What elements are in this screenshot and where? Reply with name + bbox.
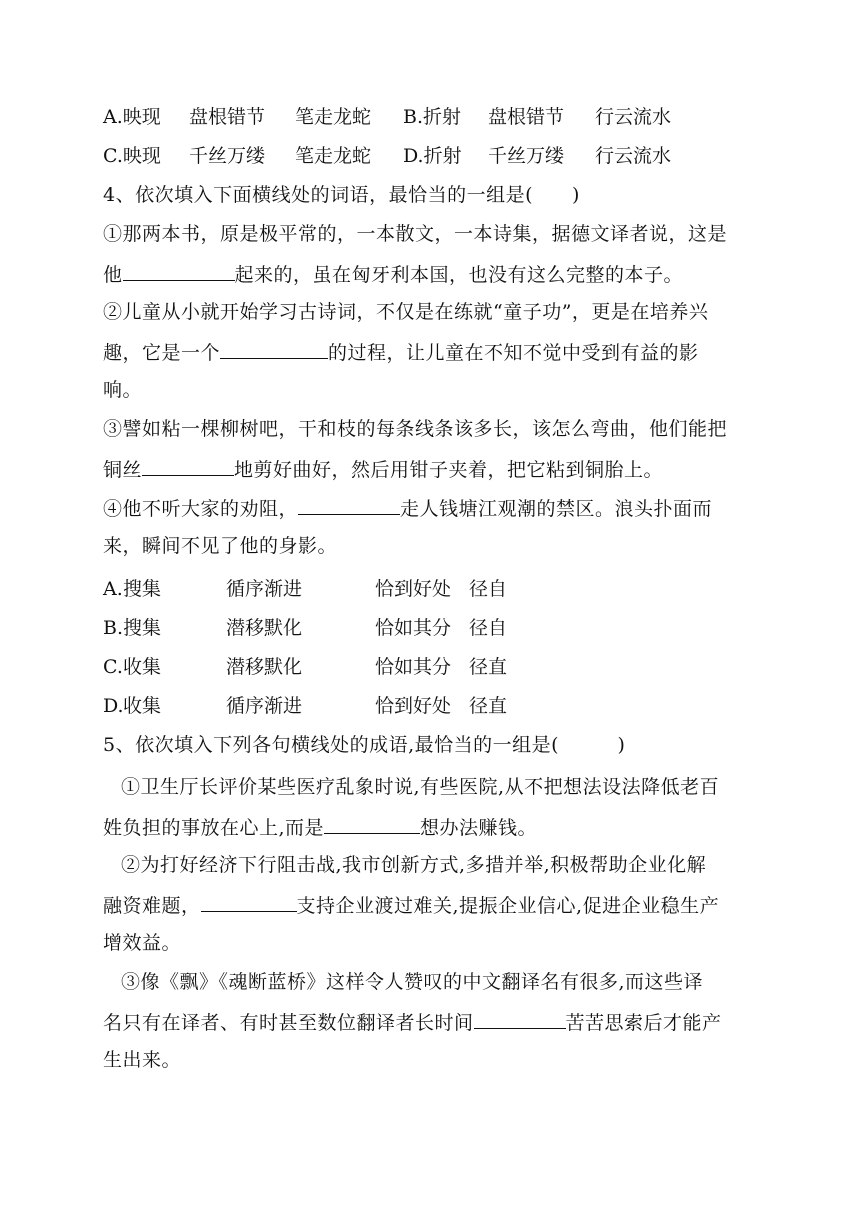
q5-sentence-1: ①卫生厅长评价某些医疗乱象时说,有些医院,从不把想法设法降低老百 bbox=[121, 776, 720, 798]
option-word: 搜集 bbox=[123, 617, 162, 639]
q4-sentence-1-cont bbox=[103, 260, 760, 288]
option-label: A. bbox=[103, 578, 123, 600]
q3-option-word: 笔走龙蛇 bbox=[295, 106, 372, 128]
q3-option-word: 盘根错节 bbox=[189, 106, 266, 128]
q4-sentence-4 bbox=[103, 494, 760, 522]
option-word: 径直 bbox=[469, 695, 508, 717]
fill-blank-2[interactable] bbox=[220, 338, 328, 359]
q4-sentence-2-end: 响。 bbox=[103, 379, 143, 401]
option-word: 循序渐进 bbox=[226, 578, 303, 600]
q5-sentence-3-end: 生出来。 bbox=[103, 1049, 182, 1071]
q5-sentence-1-cont bbox=[103, 813, 760, 841]
fill-blank-4[interactable] bbox=[298, 494, 400, 515]
option-label: B. bbox=[103, 617, 124, 639]
q5-sentence-3: ③像《飘》《魂断蓝桥》这样令人赞叹的中文翻译名有很多,而这些译 bbox=[121, 971, 704, 993]
q5-sentence-2: ②为打好经济下行阻击战,我市创新方式,多措并举,积极帮助企业化解 bbox=[121, 854, 707, 876]
text: 他 bbox=[103, 264, 123, 286]
text: 融资难题， bbox=[103, 895, 201, 917]
option-word: 收集 bbox=[123, 695, 162, 717]
option-word: 搜集 bbox=[123, 578, 162, 600]
text: 名只有在译者、有时甚至数位翻译者长时间 bbox=[103, 1012, 474, 1034]
q4-sentence-3-cont bbox=[103, 455, 760, 483]
q3-option-word: 盘根错节 bbox=[488, 106, 565, 128]
text: 想办法赚钱。 bbox=[420, 817, 538, 839]
option-label: D. bbox=[103, 695, 124, 717]
q3-option-word: 千丝万缕 bbox=[189, 145, 266, 167]
text: ④他不听大家的劝阻， bbox=[103, 498, 299, 520]
q3-option-label: C.映现 bbox=[103, 145, 161, 167]
text: 趣，它是一个 bbox=[103, 342, 221, 364]
text: 支持企业渡过难关,提振企业信心,促进企业稳生产 bbox=[296, 895, 720, 917]
option-word: 径自 bbox=[469, 617, 508, 639]
option-label: C. bbox=[103, 656, 123, 678]
text: 姓负担的事放在心上,而是 bbox=[103, 817, 325, 839]
option-word: 径自 bbox=[469, 578, 508, 600]
q4-sentence-1: ①那两本书，原是极平常的，一本散文，一本诗集，据德文译者说，这是 bbox=[103, 223, 728, 245]
option-word: 收集 bbox=[123, 656, 162, 678]
fill-blank-1[interactable] bbox=[123, 260, 235, 281]
fill-blank-3[interactable] bbox=[142, 455, 234, 476]
q4-sentence-4-end: 来，瞬间不见了他的身影。 bbox=[103, 535, 338, 557]
text: 走人钱塘江观潮的禁区。浪头扑面而 bbox=[400, 498, 713, 520]
text: 起来的，虽在匈牙利本国，也没有这么完整的本子。 bbox=[234, 264, 684, 286]
q5-sentence-2-cont bbox=[103, 891, 760, 919]
q5-sentence-2-end: 增效益。 bbox=[103, 932, 182, 954]
fill-blank-7[interactable] bbox=[474, 1008, 566, 1029]
q4-sentence-2-cont bbox=[103, 338, 760, 366]
text: 地剪好曲好，然后用钳子夹着，把它粘到铜胎上。 bbox=[234, 459, 664, 481]
q3-option-word: 行云流水 bbox=[595, 145, 672, 167]
q3-option-label: D.折射 bbox=[403, 145, 462, 167]
option-word: 潜移默化 bbox=[226, 656, 303, 678]
q3-option-label: B.折射 bbox=[403, 106, 462, 128]
option-word: 循序渐进 bbox=[226, 695, 303, 717]
q4-sentence-2: ②儿童从小就开始学习古诗词，不仅是在练就“童子功”，更是在培养兴 bbox=[103, 301, 709, 323]
q5-stem: 5、依次填入下列各句横线处的成语,最恰当的一组是( ) bbox=[103, 734, 626, 756]
option-word: 恰如其分 bbox=[375, 656, 452, 678]
option-word: 潜移默化 bbox=[226, 617, 303, 639]
q3-option-label: A.映现 bbox=[103, 106, 161, 128]
option-word: 恰如其分 bbox=[375, 617, 452, 639]
option-word: 径直 bbox=[469, 656, 508, 678]
text: 的过程，让儿童在不知不觉中受到有益的影 bbox=[328, 342, 699, 364]
q4-sentence-3: ③譬如粘一棵柳树吧，干和枝的每条线条该多长，该怎么弯曲，他们能把 bbox=[103, 418, 728, 440]
fill-blank-6[interactable] bbox=[201, 891, 297, 912]
q4-stem: 4、依次填入下面横线处的词语，最恰当的一组是( ) bbox=[103, 184, 580, 206]
fill-blank-5[interactable] bbox=[324, 813, 420, 834]
text: 苦苦思索后才能产 bbox=[565, 1012, 722, 1034]
q5-sentence-3-cont bbox=[103, 1008, 760, 1036]
q3-option-word: 行云流水 bbox=[595, 106, 672, 128]
option-word: 恰到好处 bbox=[375, 578, 452, 600]
q3-option-word: 笔走龙蛇 bbox=[295, 145, 372, 167]
text: 铜丝 bbox=[103, 459, 143, 481]
q3-option-word: 千丝万缕 bbox=[488, 145, 565, 167]
option-word: 恰到好处 bbox=[375, 695, 452, 717]
